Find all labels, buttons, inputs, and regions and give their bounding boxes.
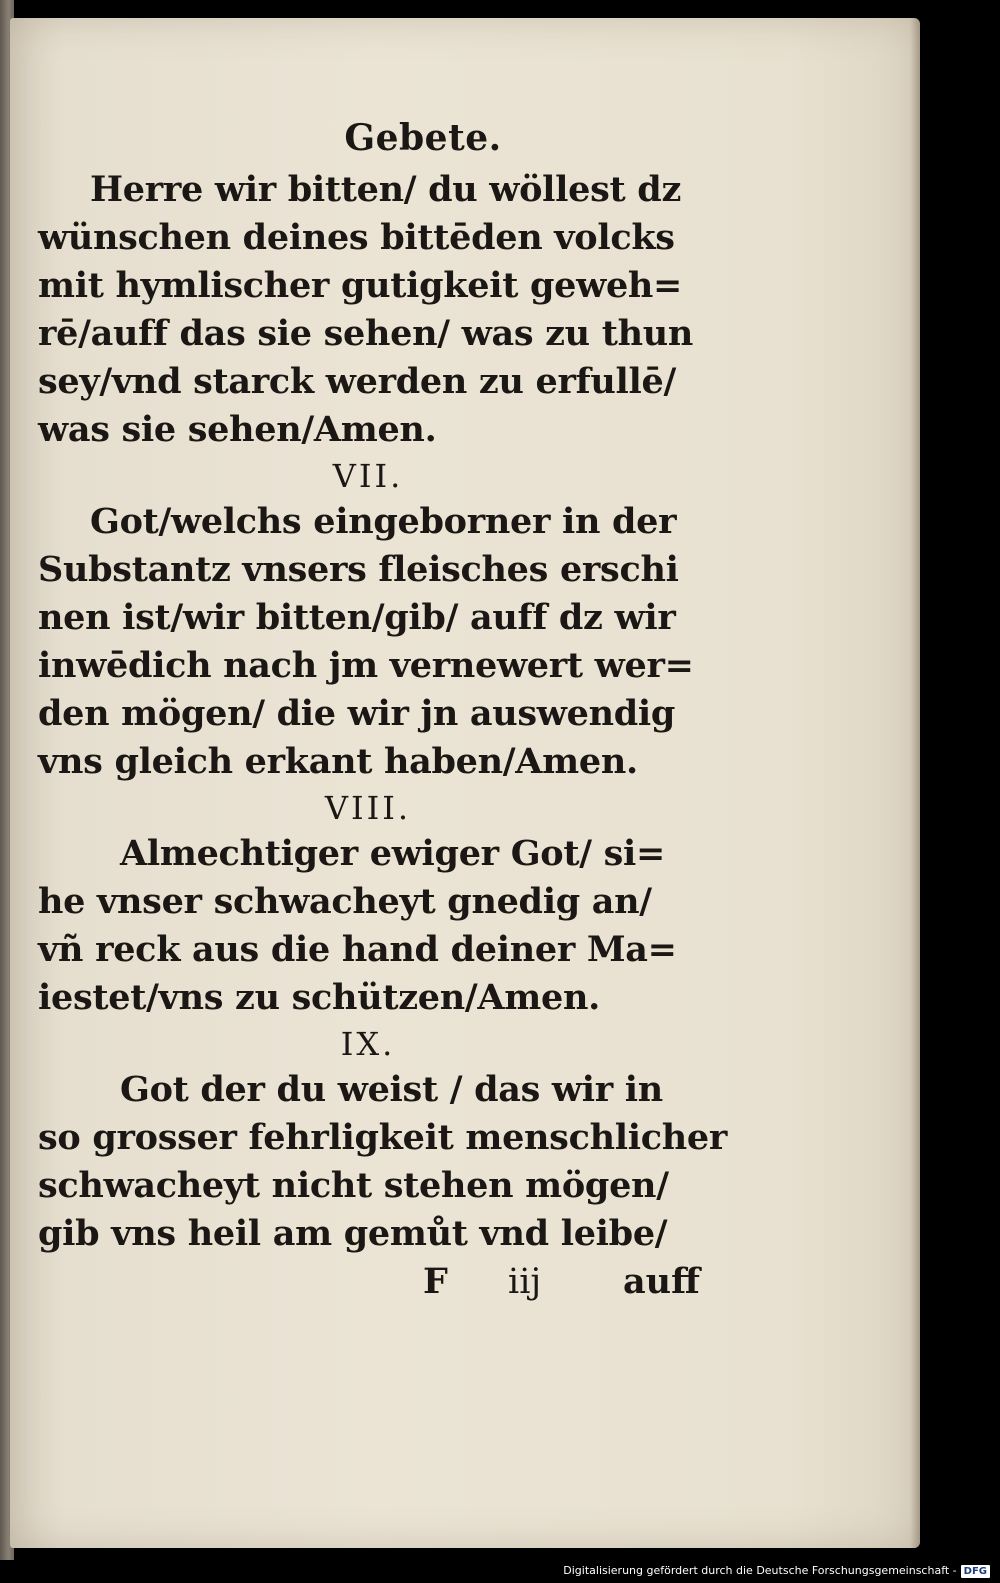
text-line: was sie sehen/Amen.: [38, 409, 437, 450]
prayer-paragraph: [38, 166, 698, 454]
dfg-logo: DFG: [961, 1565, 990, 1578]
text-line: vns gleich erkant haben/Amen.: [38, 741, 638, 782]
text-line: den mögen/ die wir jn auswendig: [38, 693, 676, 734]
digitization-credit: [563, 1563, 990, 1579]
page-edge-shadow: [910, 18, 920, 1548]
prayer-paragraph: [38, 1022, 728, 1258]
signature-mark: F: [423, 1261, 448, 1302]
text-line: he vnser schwacheyt gnedig an/: [38, 881, 652, 922]
text-line: sey/vnd starck werden zu erfullē/: [38, 361, 676, 402]
catchword: auff: [623, 1261, 700, 1302]
credit-text: Digitalisierung gefördert durch die Deutsche Forschungsgemeinschaft -: [563, 1564, 957, 1577]
text-line: wünschen deines bittēden volcks: [38, 217, 675, 258]
page-text-block: [38, 110, 728, 1306]
text-line: mit hymlischer gutigkeit geweh=: [38, 265, 683, 306]
text-line: schwacheyt nicht stehen mögen/: [38, 1165, 669, 1206]
prayer-numeral: VIII.: [324, 789, 412, 827]
prayer-numeral: IX.: [340, 1025, 396, 1063]
text-line: so grosser fehrligkeit menschlicher: [38, 1117, 728, 1158]
text-line: iestet/vns zu schützen/Amen.: [38, 977, 600, 1018]
prayer-paragraph: [38, 786, 698, 1022]
prayer-paragraph: [38, 454, 698, 786]
text-line: rē/auff das sie sehen/ was zu thun: [38, 313, 694, 354]
text-line: vñ reck aus die hand deiner Ma=: [38, 929, 677, 970]
text-line: Herre wir bitten/ du wöllest dz: [90, 169, 682, 210]
text-line: gib vns heil am gemůt vnd leibe/: [38, 1213, 668, 1254]
book-page: [10, 18, 920, 1548]
prayer-numeral: VII.: [332, 457, 404, 495]
signature-number: iij: [508, 1262, 542, 1302]
text-line: Got/welchs eingeborner in der: [90, 501, 677, 542]
text-line: Almechtiger ewiger Got/ si=: [120, 833, 665, 874]
text-line: Substantz vnsers fleisches erschi: [38, 549, 679, 590]
text-line: Got der du weist / das wir in: [120, 1069, 663, 1110]
text-line: inwēdich nach jm vernewert wer=: [38, 645, 694, 686]
signature-line: [38, 1258, 698, 1306]
text-line: nen ist/wir bitten/gib/ auff dz wir: [38, 597, 676, 638]
running-head: Gebete.: [344, 117, 502, 159]
